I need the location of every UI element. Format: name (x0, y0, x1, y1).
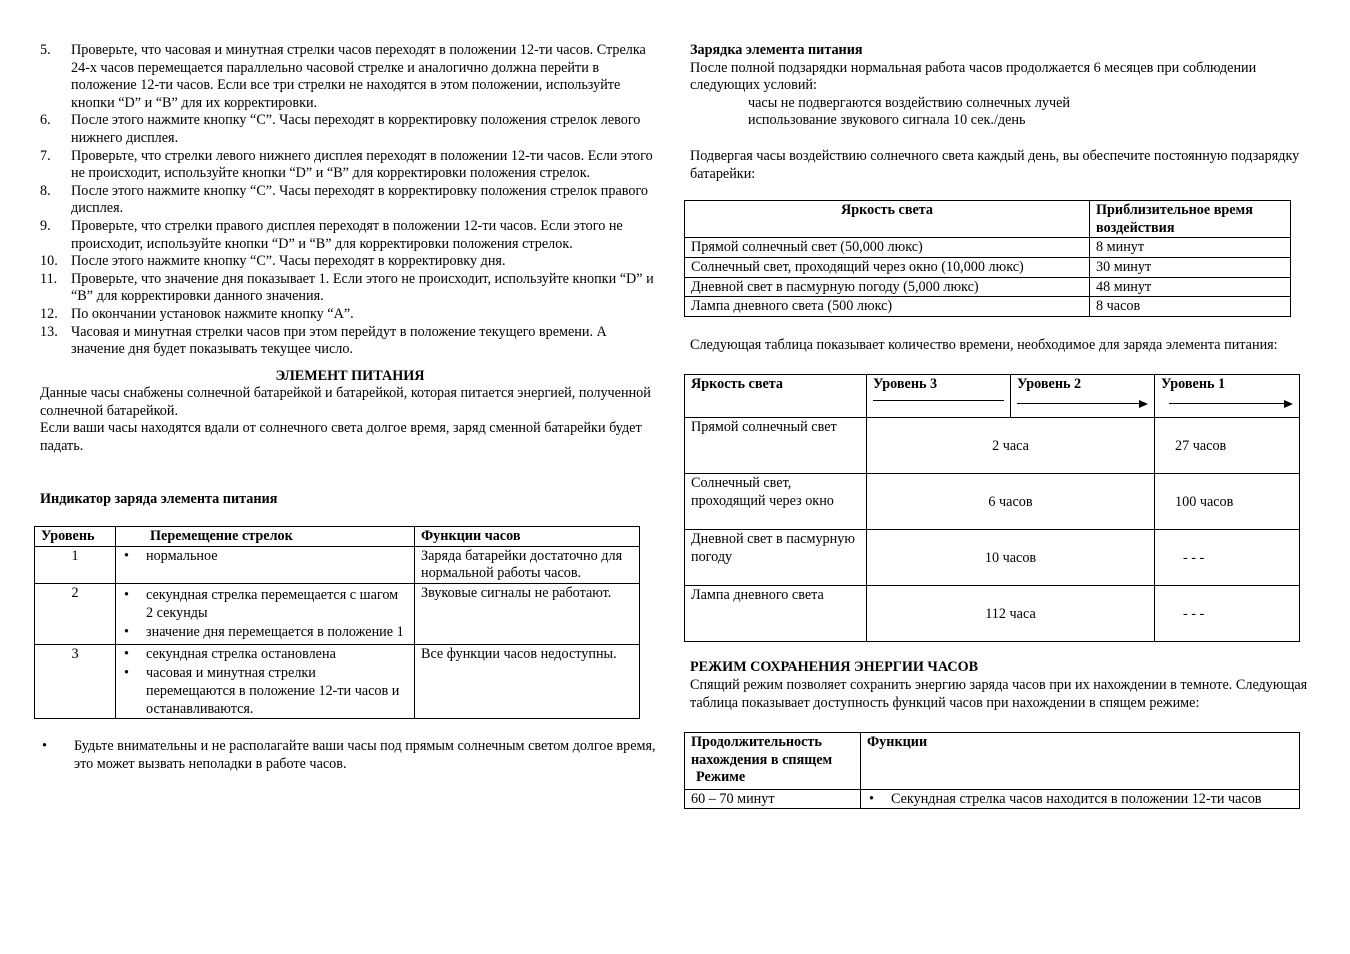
list-item: 13. Часовая и минутная стрелки часов при этом перейдут в положение текущего времени. А значение дня будет показывать текущее число. (40, 323, 607, 358)
power-section-title: ЭЛЕМЕНТ ПИТАНИЯ (275, 367, 425, 384)
col-header-functions: Функции часов (415, 527, 640, 547)
arrow-right-icon (873, 400, 1004, 401)
table-row: Прямой солнечный свет 2 часа 27 часов (685, 418, 1300, 474)
table-row: Прямой солнечный свет (50,000 люкс) 8 минут (685, 238, 1291, 258)
table-row (35, 546, 640, 583)
right-column (690, 42, 1315, 809)
condition-1: часы не подвергаются воздействию солнечных лучей (748, 94, 1071, 111)
table-row: 60 – 70 минут • Секундная стрелка часов находится в положении 12-ти часов (685, 789, 1300, 809)
col-header-level-3: Уровень 3 (867, 375, 1011, 418)
sleep-paragraph: Спящий режим позволяет сохранить энергию заряда часов при их нахождении в темноте. Следующая таблица показывает доступность функций часов при нахождении в спящем режиме: (690, 676, 1308, 711)
level-cell: 2 (35, 584, 116, 645)
left-column (40, 42, 660, 773)
list-item: 9. Проверьте, что стрелки правого дисплея переходят в положении 12-ти часов. Если этого не происходит, используйте кнопки “D” и “B” для корректировки положения стрелок. (40, 217, 623, 252)
list-item: 10. После этого нажмите кнопку “С”. Часы переходят в корректировку дня. (40, 253, 506, 270)
charge-paragraph-1: После полной подзарядки нормальная работа часов продолжается 6 месяцев при соблюдении следующих условий: (690, 59, 1257, 94)
table-row: Лампа дневного света (500 люкс) 8 часов (685, 297, 1291, 317)
table-row: Дневной свет в пасмурную погоду 10 часов - - - (685, 530, 1300, 586)
table-row: Солнечный свет, проходящий через окно (10,000 люкс) 30 минут (685, 257, 1291, 277)
setup-steps-list (40, 42, 660, 359)
list-item: 6. После этого нажмите кнопку “С”. Часы переходят в корректировку положения стрелок левого нижнего дисплея. (40, 112, 641, 146)
list-item: 5. Проверьте, что часовая и минутная стрелки часов переходят в положении 12-ти часов. Стрелка 24-х часов перемещается параллельно часовой стрелке и аналогично должна перейти в положение 12-ти часов. Если все три стрелки не находятся в этом положении, используйте кнопки “D” и “B” для их корректировки. (40, 42, 646, 111)
battery-indicator-table (34, 526, 640, 719)
functions-cell: Заряда батарейки достаточно для нормальной работы часов. (415, 546, 640, 583)
col-header-time: Приблизительное время воздействия (1090, 201, 1291, 238)
col-header-functions: Функции (861, 733, 1300, 790)
table-row: Лампа дневного света 112 часа - - - (685, 586, 1300, 642)
table-header-row (685, 375, 1300, 418)
list-item: • секундная стрелка перемещается с шагом 2 секунды (122, 587, 408, 622)
list-item: • Будьте внимательны и не располагайте ваши часы под прямым солнечным светом долгое время, это может вызвать неполадки в работе часов. (40, 738, 660, 773)
charge-level-table (684, 374, 1300, 642)
col-header-brightness: Яркость света (685, 201, 1090, 238)
col-header-level-2: Уровень 2 (1011, 375, 1155, 418)
list-item: • часовая и минутная стрелки перемещаются в положение 12-ти часов и останавливаются. (122, 665, 408, 718)
table-header-row (685, 733, 1300, 790)
table-row (35, 584, 640, 645)
condition-2: использование звукового сигнала 10 сек./день (748, 112, 1026, 129)
list-item: 11. Проверьте, что значение дня показывает 1. Если этого не происходит, используйте кнопки “D” и “B” для корректировки данного значения. (40, 270, 654, 305)
exposure-time-table (684, 200, 1291, 317)
moves-cell (116, 546, 415, 583)
moves-cell (116, 644, 415, 718)
level-cell: 3 (35, 644, 116, 718)
col-header-level-1: Уровень 1 (1155, 375, 1300, 418)
col-header-level: Уровень (35, 527, 116, 547)
moves-cell (116, 584, 415, 645)
charge-section-title: Зарядка элемента питания (690, 42, 863, 58)
list-item: • секундная стрелка остановлена (122, 646, 408, 664)
table-row (35, 644, 640, 718)
table-row: Дневной свет в пасмурную погоду (5,000 люкс) 48 минут (685, 277, 1291, 297)
level-table-intro: Следующая таблица показывает количество времени, необходимое для заряда элемента питания: (690, 336, 1278, 353)
table-header-row (35, 527, 640, 547)
table-header-row (685, 201, 1291, 238)
arrow-right-icon (1017, 400, 1148, 408)
power-paragraph-1: Данные часы снабжены солнечной батарейкой и батарейкой, которая питается энергией, полученной солнечной батарейкой. (40, 385, 651, 419)
list-item: 8. После этого нажмите кнопку “С”. Часы переходят в корректировку положения стрелок правого дисплея. (40, 182, 649, 217)
indicator-title: Индикатор заряда элемента питания (40, 490, 278, 507)
functions-cell: Все функции часов недоступны. (415, 644, 640, 718)
level-cell: 1 (35, 546, 116, 583)
power-paragraph-2: Если ваши часы находятся вдали от солнечного света долгое время, заряд сменной батарейки будет падать. (40, 420, 642, 455)
list-item: • значение дня перемещается в положение 1 (122, 624, 408, 642)
col-header-duration: Продолжительность нахождения в спящем Режиме (685, 733, 861, 790)
list-item: • нормальное (122, 548, 408, 566)
warning-note (40, 738, 660, 773)
charge-paragraph-2: Подвергая часы воздействию солнечного света каждый день, вы обеспечите постоянную подзарядку батарейки: (690, 147, 1300, 182)
sleep-section-title: РЕЖИМ СОХРАНЕНИЯ ЭНЕРГИИ ЧАСОВ (690, 659, 979, 676)
arrow-right-icon (1161, 400, 1293, 408)
col-header-moves: Перемещение стрелок (116, 527, 415, 547)
list-item: 12. По окончании установок нажмите кнопку “А”. (40, 305, 354, 322)
list-item: • Секундная стрелка часов находится в положении 12-ти часов (867, 791, 1293, 809)
col-header-brightness: Яркость света (685, 375, 867, 418)
table-row: Солнечный свет, проходящий через окно 6 часов 100 часов (685, 474, 1300, 530)
functions-cell: Звуковые сигналы не работают. (415, 584, 640, 645)
sleep-mode-table (684, 732, 1300, 809)
list-item: 7. Проверьте, что стрелки левого нижнего дисплея переходят в положении 12-ти часов. Если этого не происходит, используйте кнопки “D” и “B” для корректировки положения стрелок. (40, 147, 653, 182)
